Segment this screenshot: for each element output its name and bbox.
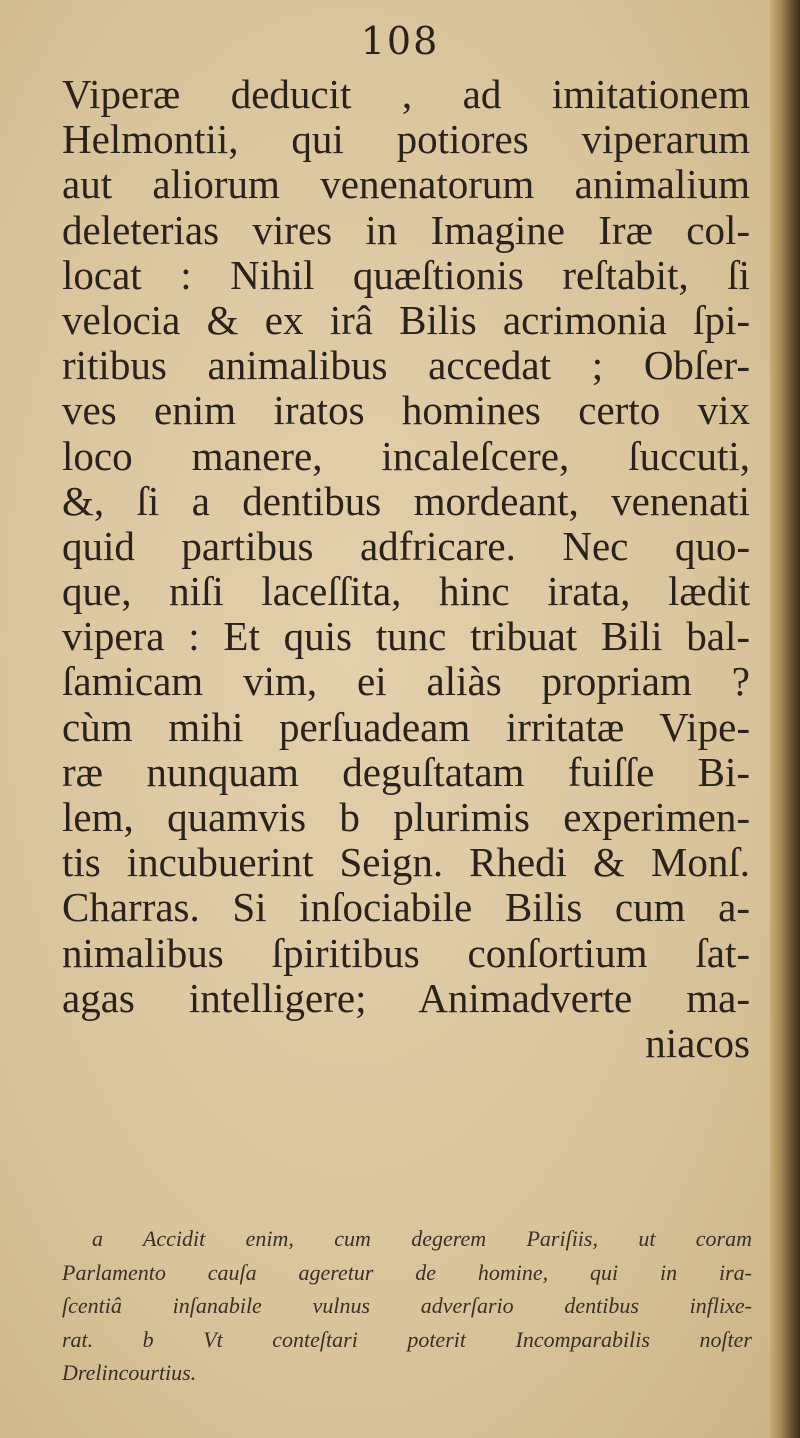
footnote-line: rat. b Vt conteſtari poterit Incomparabilis noſter [62,1326,752,1352]
text-line: tis incubuerint Seign. Rhedi & Monſ. [62,839,750,886]
text-line: ves enim iratos homines certo vix [62,387,750,434]
text-line: Charras. Si inſociabile Bilis cum a- [62,884,750,931]
text-line: ritibus animalibus accedat ; Obſer- [62,342,750,389]
text-line: deleterias vires in Imagine Iræ col- [62,206,750,253]
text-line: quid partibus adfricare. Nec quo- [62,522,750,569]
book-gutter [770,0,800,1438]
text-line: loco manere, incaleſcere, ſuccuti, [62,432,750,479]
text-line: vipera : Et quis tunc tribuat Bili bal- [62,613,750,660]
footnotes-block [62,1222,752,1390]
text-line: lem, quamvis b plurimis experimen- [62,794,750,840]
text-line: agas intelligere; Animadverte ma- [62,974,750,1021]
text-line: locat : Nihil quæſtionis reſtabit, ſi [62,251,750,298]
text-line: ſamicam vim, ei aliàs propriam ? [62,658,750,705]
main-text-block [62,72,750,1066]
text-line: nimalibus ſpiritibus conſortium ſat- [62,929,750,976]
text-line: aut aliorum venenatorum animalium [62,161,750,208]
text-line: velocia & ex irâ Bilis acrimonia ſpi- [62,296,750,343]
page-number: 108 [360,19,440,63]
text-line: ræ nunquam deguſtatam fuiſſe Bi- [62,748,750,795]
text-line: &, ſi a dentibus mordeant, venenati [62,477,750,524]
footnote-line: ſcentiâ inſanabile vulnus adverſario dentibus inflixe- [62,1293,752,1318]
text-line: Viperæ deducit , ad imitationem [62,71,750,117]
footnote-line: a Accidit enim, cum degerem Pariſiis, ut coram [92,1226,752,1251]
footnote-line: Parlamento cauſa ageretur de homine, qui in ira- [62,1259,752,1285]
footnote-line: Drelincourtius. [62,1360,197,1385]
catchword: niacos [645,1019,750,1066]
text-line: cùm mihi perſuadeam irritatæ Vipe- [62,703,750,750]
text-line: que, niſi laceſſita, hinc irata, lædit [62,568,750,615]
text-line: Helmontii, qui potiores viperarum [62,116,750,163]
